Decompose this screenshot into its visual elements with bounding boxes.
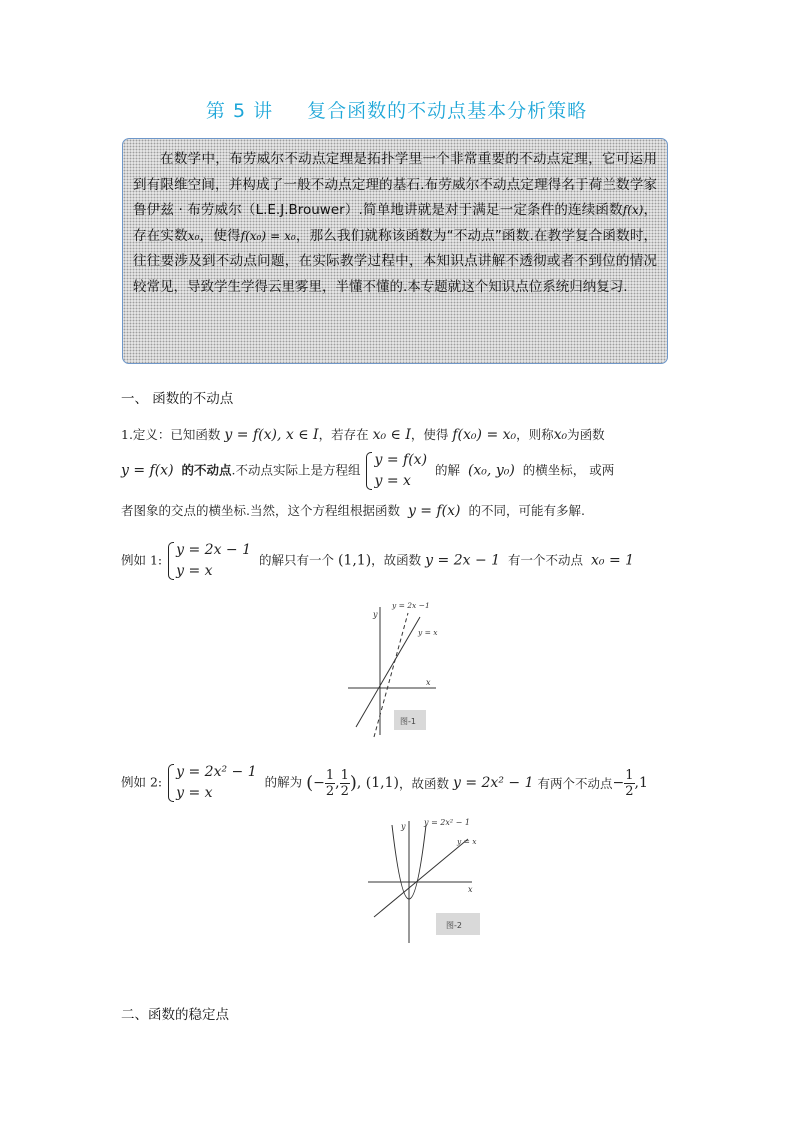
ex1-text2: ，故函数 bbox=[371, 552, 422, 568]
intro-paragraph bbox=[133, 147, 657, 301]
fig2-x-label: x bbox=[468, 885, 473, 894]
def-end: 为函数 bbox=[567, 427, 605, 442]
ex2-frac2-den: 2 bbox=[340, 783, 349, 799]
def-prefix: 1.定义：已知函数 bbox=[121, 427, 221, 442]
ex2-sol-rest: , (1,1) bbox=[356, 775, 399, 791]
fig2-y-label: y bbox=[401, 822, 406, 831]
fig1-y-label: y bbox=[373, 610, 378, 619]
ex1-sys-bottom: y = x bbox=[176, 563, 213, 579]
example-2-system bbox=[166, 762, 257, 804]
line2-text: .不动点实际上是方程组 bbox=[231, 462, 361, 478]
ex2-sol-neg: − bbox=[313, 775, 325, 791]
ex2-fp-den: 2 bbox=[625, 783, 634, 799]
ex2-frac-1 bbox=[325, 768, 335, 799]
fig2-curve-label: y = 2x² − 1 bbox=[424, 818, 470, 827]
example-1-line bbox=[121, 540, 673, 582]
line2-end: 的横坐标， 或两 bbox=[522, 462, 615, 478]
section-heading-2: 二、函数的稳定点 bbox=[121, 1007, 229, 1023]
intro-box bbox=[122, 138, 668, 364]
fig2-line-yx bbox=[374, 839, 468, 917]
example-2-label: 例如 2: bbox=[121, 774, 163, 790]
ex1-fixed-point: x₀ = 1 bbox=[590, 552, 635, 569]
def-mid2: ，使得 bbox=[410, 427, 449, 442]
definition-line-2 bbox=[121, 450, 673, 492]
ex2-fp-frac bbox=[624, 768, 634, 799]
lecture-number: 第 5 讲 bbox=[205, 100, 274, 122]
ex1-sys-top: y = 2x − 1 bbox=[176, 542, 252, 558]
def-mid3: ，则称 bbox=[516, 427, 554, 442]
line2-pair: (x₀, y₀) bbox=[467, 462, 515, 479]
def-cond: x₀ ∈ I bbox=[372, 427, 411, 443]
ex2-frac1-num: 1 bbox=[325, 767, 335, 783]
line3-func: y = f(x) bbox=[407, 503, 461, 519]
ex2-frac2-num: 1 bbox=[340, 767, 349, 783]
ex2-text1: 的解为 bbox=[264, 774, 303, 790]
ex2-fp-num: 1 bbox=[625, 767, 634, 783]
page-title bbox=[0, 96, 793, 123]
definition-line-1 bbox=[121, 425, 673, 443]
def-x0: x₀ bbox=[553, 427, 568, 443]
ex1-text1: 的解只有一个 bbox=[258, 552, 334, 568]
fig2-caption: 图-2 bbox=[446, 921, 462, 930]
fixed-point-term: 的不动点 bbox=[181, 462, 232, 478]
intro-math-x0: x₀ bbox=[187, 228, 200, 243]
fig2-line-label: y = x bbox=[457, 837, 477, 846]
ex2-fp-rest: ,1 bbox=[634, 775, 648, 791]
def-eq: f(x₀) = x₀ bbox=[452, 427, 517, 443]
sys-bottom: y = x bbox=[374, 473, 411, 489]
example-1-system bbox=[166, 540, 251, 582]
intro-text-2: ，存在实数 bbox=[133, 202, 657, 244]
ex2-paren-open: ( bbox=[306, 772, 314, 794]
fig1-curve-label: y = 2x −1 bbox=[392, 601, 430, 610]
figure-2 bbox=[364, 813, 484, 945]
intro-text-1: 在数学中，布劳威尔不动点定理是拓扑学里一个非常重要的不动点定理，它可运用到有限维空间，并构成了一般不动点定理的基石.布劳威尔不动点定理得名于荷兰数学家鲁伊兹 · 布劳威尔（L.E.J.Brouwer）.简单地讲就是对于满足一定条件的连续函数 bbox=[133, 151, 657, 219]
ex2-frac-2 bbox=[340, 768, 350, 799]
intro-text-4: ，那么我们就称该函数为“不动点”函数.在教学复合函数时，往往要涉及到不动点问题，在实际教学过程中，本知识点讲解不透彻或者不到位的情况较常见，导致学生学得云里雾里，半懂不懂的.本专题就这个知识点位系统归纳复习. bbox=[133, 227, 658, 295]
ex1-text3: 有一个不动点 bbox=[508, 552, 584, 568]
ex2-paren-close: ) bbox=[349, 772, 357, 794]
ex2-sys-top: y = 2x² − 1 bbox=[176, 764, 257, 780]
intro-math-fx: f(x) bbox=[622, 203, 644, 218]
ex2-fp-neg: − bbox=[612, 775, 625, 791]
intro-math-fx0: f(x₀) = x₀ bbox=[240, 228, 296, 243]
ex2-text2: ，故函数 bbox=[398, 776, 449, 791]
line3-b: 的不同，可能有多解. bbox=[468, 503, 585, 518]
sys-top: y = f(x) bbox=[374, 452, 428, 468]
equation-system bbox=[364, 450, 427, 492]
ex1-func: y = 2x − 1 bbox=[425, 552, 501, 569]
definition-line-3 bbox=[121, 501, 673, 519]
ex1-solution: (1,1) bbox=[337, 552, 372, 569]
def-func: y = f(x), x ∈ I bbox=[224, 427, 319, 443]
ex2-sys-bottom: y = x bbox=[176, 785, 213, 801]
fig1-caption: 图-1 bbox=[400, 717, 416, 726]
line3-a: 者图象的交点的横坐标.当然，这个方程组根据函数 bbox=[121, 503, 400, 518]
ex2-frac1-den: 2 bbox=[325, 783, 335, 799]
section-heading-1: 一、 函数的不动点 bbox=[121, 391, 234, 407]
ex2-func: y = 2x² − 1 bbox=[452, 775, 534, 791]
example-1-label: 例如 1: bbox=[121, 552, 163, 568]
fig1-line-label: y = x bbox=[418, 628, 438, 637]
lecture-topic: 复合函数的不动点基本分析策略 bbox=[307, 100, 588, 122]
ex2-text3: 有两个不动点 bbox=[537, 776, 613, 791]
example-2-line bbox=[121, 762, 673, 804]
line2-sol: 的解 bbox=[434, 462, 460, 478]
ex2-comma: , bbox=[335, 775, 340, 791]
def-mid: ，若存在 bbox=[318, 427, 369, 442]
figure-1 bbox=[340, 597, 450, 742]
intro-text-3: ，使得 bbox=[199, 227, 241, 244]
fig1-x-label: x bbox=[426, 678, 431, 687]
line2-func: y = f(x) bbox=[121, 462, 174, 479]
